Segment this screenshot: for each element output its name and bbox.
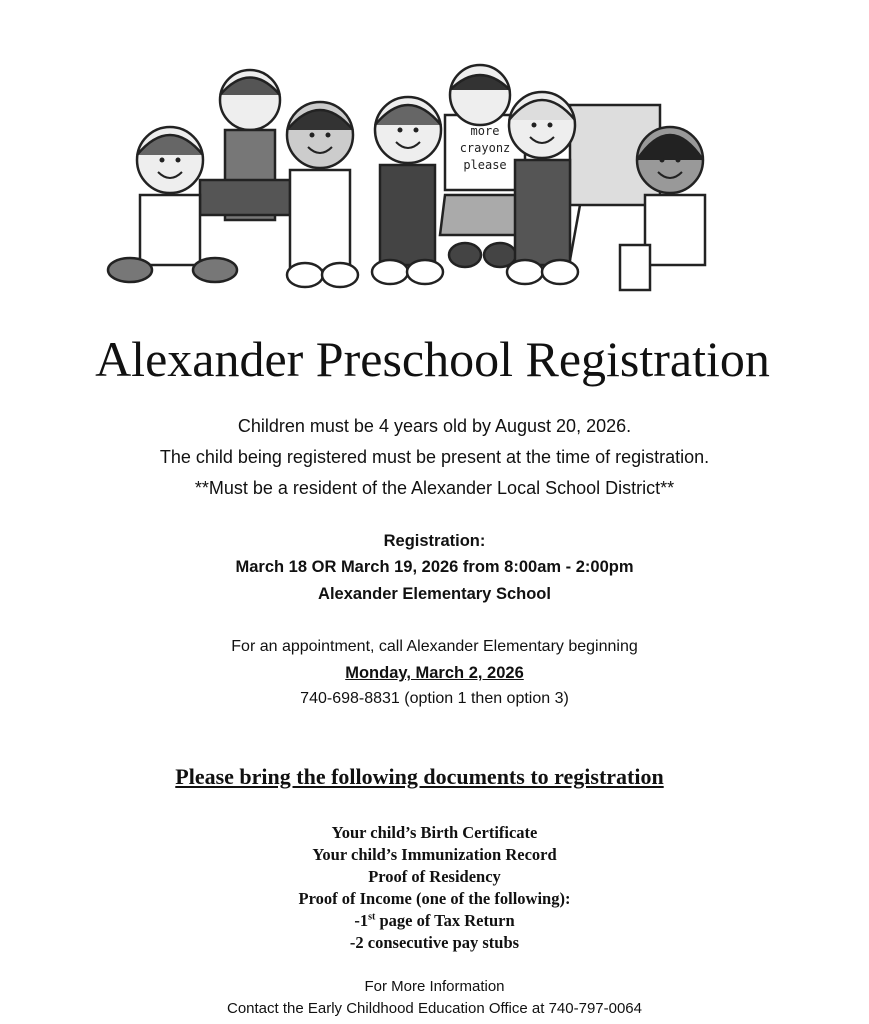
documents-heading: Please bring the following documents to registration — [175, 764, 664, 789]
registration-location: Alexander Elementary School — [318, 585, 551, 603]
registration-dates: March 18 OR March 19, 2026 from 8:00am - 2:00pm — [235, 558, 634, 576]
registration-label: Registration: — [383, 532, 486, 550]
document-item: Your child’s Birth Certificate — [331, 823, 538, 842]
appointment-phone: 740-698-8831 (option 1 then option 3) — [300, 690, 569, 707]
document-item-paystubs: -2 consecutive pay stubs — [349, 933, 520, 952]
page-title: Alexander Preschool Registration — [95, 331, 770, 387]
tax-suffix: page of Tax Return — [375, 911, 515, 930]
appointment-intro: For an appointment, call Alexander Elementary beginning — [231, 638, 638, 655]
sign-text: more — [470, 124, 500, 138]
eligibility-age: Children must be 4 years old by August 20, 2026. — [237, 416, 632, 436]
eligibility-residency: **Must be a resident of the Alexander Local School District** — [194, 478, 675, 498]
appointment-date: Monday, March 2, 2026 — [345, 664, 524, 682]
children-clipart — [100, 60, 760, 300]
document-item: Proof of Residency — [368, 867, 501, 886]
document-item: Your child’s Immunization Record — [312, 845, 557, 864]
eligibility-presence: The child being registered must be present at the time of registration. — [159, 447, 710, 467]
sign-text: crayonz — [459, 141, 511, 155]
footer-contact: Contact the Early Childhood Education Office at 740-797-0064 — [227, 1000, 642, 1017]
sign-text: please — [463, 158, 507, 172]
footer-info: For More Information — [364, 978, 505, 995]
document-item: Proof of Income (one of the following): — [298, 889, 571, 908]
tax-sup: st — [368, 911, 376, 923]
document-item-tax-return — [0, 911, 869, 931]
tax-prefix: -1 — [354, 911, 369, 930]
